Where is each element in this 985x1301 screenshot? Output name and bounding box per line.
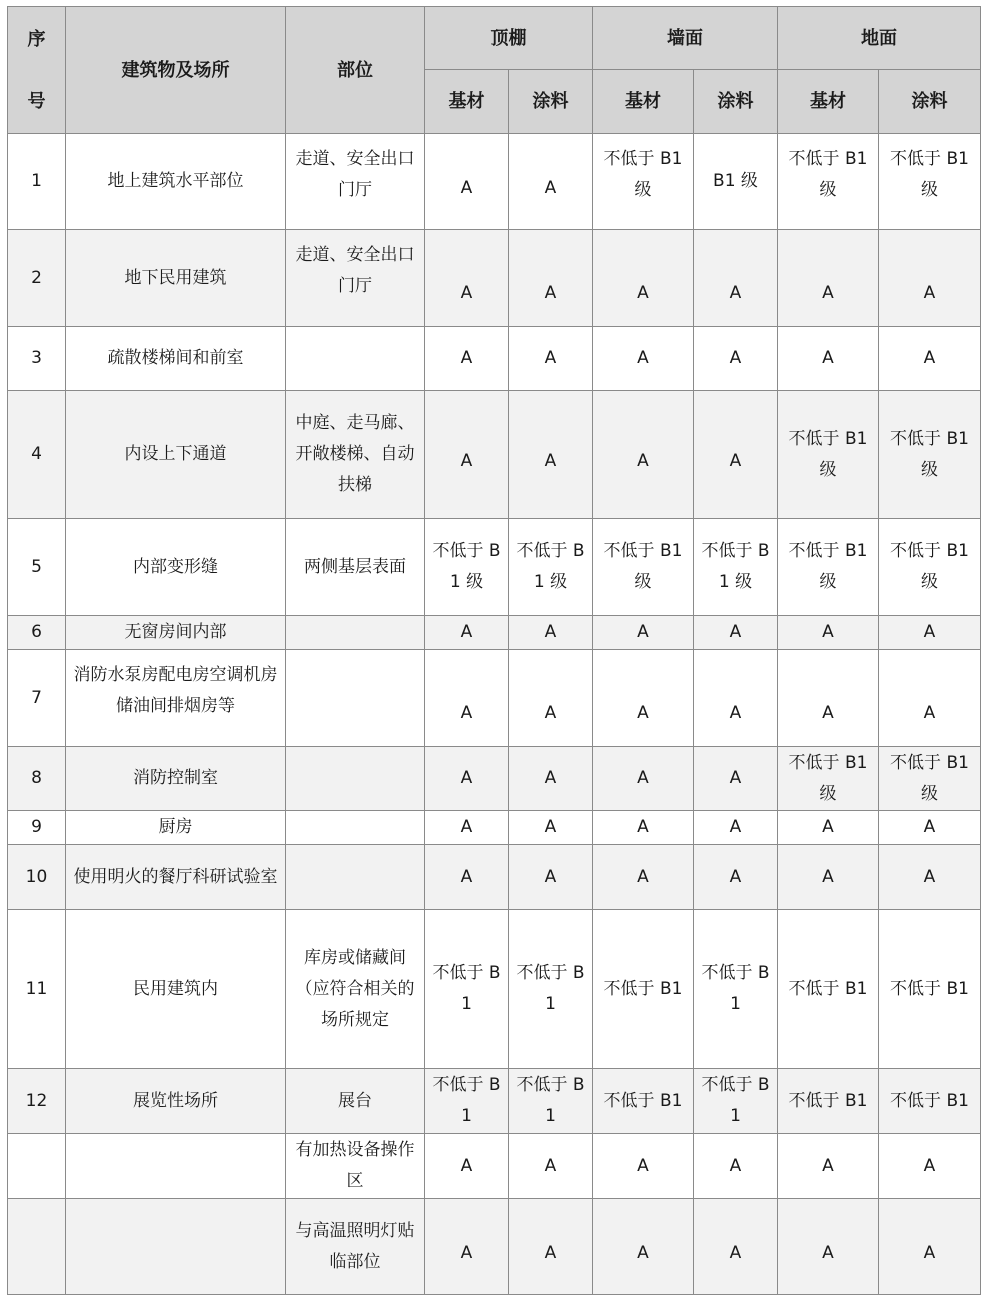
rating-cell: 不低于 B1 级: [778, 391, 879, 519]
building-cell: [66, 1134, 286, 1199]
header-wall: 墙面: [593, 7, 778, 70]
rating-cell: A: [593, 1199, 694, 1295]
rating-cell: 不低于 B1 级: [694, 519, 778, 616]
rating-cell: A: [509, 1134, 593, 1199]
rating-cell: A: [778, 230, 879, 327]
rating-cell: A: [694, 1134, 778, 1199]
rating-cell: A: [694, 811, 778, 845]
rating-cell: 不低于 B1 级: [879, 519, 981, 616]
rating-cell: A: [879, 230, 981, 327]
rating-cell: A: [879, 616, 981, 650]
rating-cell: A: [778, 845, 879, 910]
rating-cell: A: [593, 616, 694, 650]
rating-cell: 不低于 B1 级: [778, 134, 879, 230]
table-row: [8, 1069, 981, 1134]
rating-cell: A: [509, 747, 593, 811]
table-row: [8, 1199, 981, 1295]
row-number: [8, 1199, 66, 1295]
rating-cell: A: [694, 327, 778, 391]
rating-cell: A: [425, 391, 509, 519]
rating-cell: 不低于 B1: [879, 1069, 981, 1134]
part-cell: 走道、安全出口门厅: [286, 230, 425, 327]
rating-cell: A: [593, 327, 694, 391]
part-cell: [286, 616, 425, 650]
rating-cell: A: [694, 747, 778, 811]
building-cell: [66, 1199, 286, 1295]
header-building: 建筑物及场所: [66, 7, 286, 134]
fire-rating-table: [7, 6, 981, 1295]
rating-cell: A: [778, 650, 879, 747]
rating-cell: 不低于 B1: [509, 910, 593, 1069]
rating-cell: 不低于 B1 级: [879, 391, 981, 519]
rating-cell: A: [778, 327, 879, 391]
part-cell: [286, 327, 425, 391]
rating-cell: A: [694, 616, 778, 650]
rating-cell: 不低于 B1: [425, 910, 509, 1069]
header-part: 部位: [286, 7, 425, 134]
table-row: [8, 910, 981, 1069]
table-row: [8, 519, 981, 616]
rating-cell: A: [694, 845, 778, 910]
rating-cell: 不低于 B1 级: [425, 519, 509, 616]
rating-cell: A: [593, 1134, 694, 1199]
building-cell: 民用建筑内: [66, 910, 286, 1069]
rating-cell: B1 级: [694, 134, 778, 230]
header-sub-coating: 涂料: [509, 70, 593, 134]
rating-cell: A: [879, 650, 981, 747]
row-number: 12: [8, 1069, 66, 1134]
part-cell: 展台: [286, 1069, 425, 1134]
rating-cell: 不低于 B1: [593, 1069, 694, 1134]
table-row: [8, 811, 981, 845]
rating-cell: 不低于 B1 级: [509, 519, 593, 616]
row-number: 1: [8, 134, 66, 230]
header-sub-coating: 涂料: [879, 70, 981, 134]
part-cell: 中庭、走马廊、开敞楼梯、自动扶梯: [286, 391, 425, 519]
rating-cell: A: [778, 616, 879, 650]
rating-cell: 不低于 B1 级: [778, 747, 879, 811]
table-row: [8, 327, 981, 391]
rating-cell: 不低于 B1: [694, 1069, 778, 1134]
rating-cell: A: [425, 327, 509, 391]
rating-cell: A: [425, 616, 509, 650]
building-cell: 无窗房间内部: [66, 616, 286, 650]
part-cell: [286, 845, 425, 910]
row-number: 11: [8, 910, 66, 1069]
part-cell: 与高温照明灯贴临部位: [286, 1199, 425, 1295]
rating-cell: A: [509, 1199, 593, 1295]
rating-cell: A: [425, 1199, 509, 1295]
part-cell: 有加热设备操作区: [286, 1134, 425, 1199]
rating-cell: 不低于 B1: [425, 1069, 509, 1134]
header-sub-base: 基材: [425, 70, 509, 134]
table-row: [8, 230, 981, 327]
row-number: 9: [8, 811, 66, 845]
rating-cell: A: [593, 230, 694, 327]
row-number: 5: [8, 519, 66, 616]
rating-cell: 不低于 B1: [509, 1069, 593, 1134]
building-cell: 疏散楼梯间和前室: [66, 327, 286, 391]
row-number: 6: [8, 616, 66, 650]
header-sub-base: 基材: [593, 70, 694, 134]
rating-cell: 不低于 B1: [694, 910, 778, 1069]
rating-cell: 不低于 B1: [593, 910, 694, 1069]
building-cell: 使用明火的餐厅科研试验室: [66, 845, 286, 910]
rating-cell: A: [879, 811, 981, 845]
table-row: [8, 616, 981, 650]
rating-cell: 不低于 B1 级: [778, 519, 879, 616]
table-row: [8, 650, 981, 747]
rating-cell: A: [509, 811, 593, 845]
rating-cell: A: [509, 616, 593, 650]
header-seq-bottom: 号: [27, 90, 46, 112]
rating-cell: A: [509, 650, 593, 747]
rating-cell: A: [509, 845, 593, 910]
row-number: 3: [8, 327, 66, 391]
rating-cell: A: [425, 1134, 509, 1199]
rating-cell: A: [425, 845, 509, 910]
rating-cell: A: [879, 327, 981, 391]
rating-cell: A: [879, 1199, 981, 1295]
rating-cell: A: [593, 650, 694, 747]
building-cell: 消防水泵房配电房空调机房储油间排烟房等: [66, 650, 286, 747]
rating-cell: A: [593, 845, 694, 910]
rating-cell: 不低于 B1 级: [879, 134, 981, 230]
rating-cell: A: [778, 811, 879, 845]
rating-cell: A: [425, 811, 509, 845]
table-row: [8, 391, 981, 519]
header-floor: 地面: [778, 7, 981, 70]
row-number: 10: [8, 845, 66, 910]
table-row: [8, 845, 981, 910]
building-cell: 地下民用建筑: [66, 230, 286, 327]
header-ceiling: 顶棚: [425, 7, 593, 70]
part-cell: 走道、安全出口门厅: [286, 134, 425, 230]
building-cell: 内设上下通道: [66, 391, 286, 519]
header-sub-coating: 涂料: [694, 70, 778, 134]
part-cell: 两侧基层表面: [286, 519, 425, 616]
rating-cell: A: [593, 391, 694, 519]
part-cell: [286, 811, 425, 845]
row-number: 4: [8, 391, 66, 519]
row-number: [8, 1134, 66, 1199]
rating-cell: A: [425, 134, 509, 230]
row-number: 8: [8, 747, 66, 811]
rating-cell: A: [694, 650, 778, 747]
row-number: 2: [8, 230, 66, 327]
rating-cell: A: [694, 230, 778, 327]
table-row: [8, 134, 981, 230]
rating-cell: 不低于 B1: [778, 910, 879, 1069]
rating-cell: 不低于 B1 级: [593, 134, 694, 230]
rating-cell: 不低于 B1: [879, 910, 981, 1069]
building-cell: 厨房: [66, 811, 286, 845]
building-cell: 地上建筑水平部位: [66, 134, 286, 230]
part-cell: [286, 747, 425, 811]
part-cell: [286, 650, 425, 747]
table-row: [8, 747, 981, 811]
building-cell: 展览性场所: [66, 1069, 286, 1134]
rating-cell: 不低于 B1: [778, 1069, 879, 1134]
rating-cell: A: [694, 1199, 778, 1295]
rating-cell: A: [593, 811, 694, 845]
header-seq-top: 序: [27, 28, 46, 50]
rating-cell: A: [778, 1134, 879, 1199]
rating-cell: A: [509, 391, 593, 519]
row-number: 7: [8, 650, 66, 747]
rating-cell: 不低于 B1 级: [593, 519, 694, 616]
rating-cell: A: [509, 230, 593, 327]
building-cell: 消防控制室: [66, 747, 286, 811]
rating-cell: A: [425, 747, 509, 811]
rating-cell: A: [778, 1199, 879, 1295]
rating-cell: A: [879, 1134, 981, 1199]
rating-cell: A: [694, 391, 778, 519]
table-row: [8, 1134, 981, 1199]
building-cell: 内部变形缝: [66, 519, 286, 616]
header-seq: [8, 7, 66, 134]
rating-cell: A: [509, 134, 593, 230]
rating-cell: A: [879, 845, 981, 910]
part-cell: 库房或储藏间（应符合相关的场所规定: [286, 910, 425, 1069]
header-sub-base: 基材: [778, 70, 879, 134]
rating-cell: A: [593, 747, 694, 811]
rating-cell: A: [425, 230, 509, 327]
rating-cell: A: [425, 650, 509, 747]
rating-cell: A: [509, 327, 593, 391]
rating-cell: 不低于 B1 级: [879, 747, 981, 811]
